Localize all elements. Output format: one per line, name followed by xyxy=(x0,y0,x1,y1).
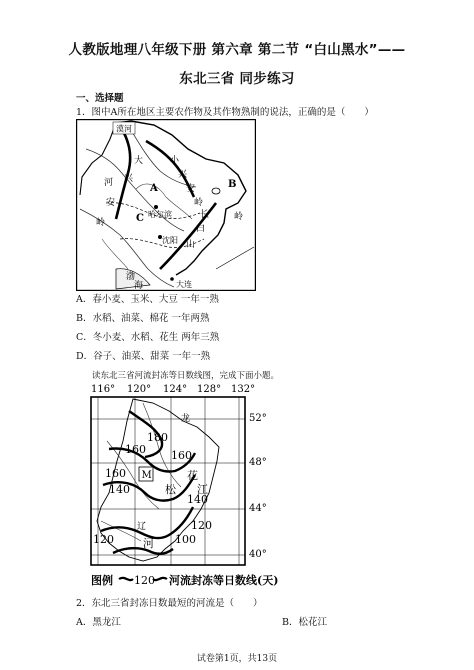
label-he: 河 xyxy=(104,178,114,188)
river-freeze-map xyxy=(83,381,283,589)
label-bohai: 渤 xyxy=(126,272,136,282)
lat-label-48: 48° xyxy=(249,457,267,468)
q2-option-a[interactable]: A．黑龙江 xyxy=(76,617,121,628)
label-dalian: 大连 xyxy=(176,280,192,289)
label-xing2: 兴 xyxy=(178,170,188,180)
label-harbin: 哈尔滨 xyxy=(148,210,172,219)
label-long: 龙 xyxy=(181,414,191,424)
label-mohe: 漠河 xyxy=(116,124,132,134)
map2-frame xyxy=(91,397,245,565)
lat-label-44: 44° xyxy=(249,503,267,514)
label-chang: 长 xyxy=(200,210,210,220)
label-ling: 岭 xyxy=(96,218,106,228)
legend-value: 120 xyxy=(134,574,155,587)
iso-label-100: 100 xyxy=(175,533,196,546)
label-liao: 辽 xyxy=(137,522,147,532)
city-dalian xyxy=(170,277,174,281)
map-frame xyxy=(77,120,256,291)
question-2-stem: 2．东北三省封冻日数最短的河流是（ ） xyxy=(76,598,263,609)
label-c: C xyxy=(136,213,144,224)
iso-label-180: 180 xyxy=(147,431,168,444)
label-hai: 海 xyxy=(134,281,144,291)
label-bai: 白 xyxy=(196,224,206,234)
iso-label-120-a: 120 xyxy=(191,519,212,532)
q1-option-d[interactable]: D．谷子、油菜、甜菜 一年一熟 xyxy=(76,351,211,362)
label-da: 大 xyxy=(134,156,144,166)
q2-option-b[interactable]: B．松花江 xyxy=(282,617,327,628)
q1-option-a[interactable]: A．春小麦、玉米、大豆 一年一熟 xyxy=(76,294,219,305)
question-2-intro: 读东北三省河流封冻等日数线图，完成下面小题。 xyxy=(92,371,280,381)
iso-label-120-b: 120 xyxy=(93,533,114,546)
lon-label-124: 124° xyxy=(163,384,188,395)
iso-label-160-b: 160 xyxy=(105,467,126,480)
lat-label-40: 40° xyxy=(249,549,267,560)
label-an: 安 xyxy=(106,198,116,208)
iso-label-140-b: 140 xyxy=(187,493,208,506)
lat-label-52: 52° xyxy=(249,413,267,424)
northeast-map xyxy=(76,119,256,291)
label-xiao: 小 xyxy=(170,156,180,166)
lon-label-116: 116° xyxy=(91,384,116,395)
label-ling3: 岭 xyxy=(234,212,244,222)
legend-line-left xyxy=(119,578,133,580)
legend-line-right xyxy=(153,578,167,580)
iso-label-160-c: 160 xyxy=(125,443,146,456)
iso-label-140-a: 140 xyxy=(109,483,130,496)
lon-label-128: 128° xyxy=(197,384,222,395)
label-shan: 山 xyxy=(186,240,196,250)
legend-label: 图例 xyxy=(91,574,113,587)
label-song: 松 xyxy=(165,483,176,496)
title-line-1: 人教版地理八年级下册 第六章 第二节 “白山黑水”—— xyxy=(68,42,406,58)
label-jiang: 江 xyxy=(197,483,208,496)
question-1-stem: 1．图中A所在地区主要农作物及其作物熟制的说法，正确的是（ ） xyxy=(76,107,374,118)
title-line-2: 东北三省 同步练习 xyxy=(179,71,295,87)
label-he2: 河 xyxy=(143,537,154,550)
lon-label-132: 132° xyxy=(231,384,256,395)
q1-option-c[interactable]: C．冬小麦、水稻、花生 两年三熟 xyxy=(76,332,220,343)
label-shenyang: 沈阳 xyxy=(162,236,178,245)
lon-label-120: 120° xyxy=(127,384,152,395)
q1-option-b[interactable]: B．水稻、油菜、棉花 一年两熟 xyxy=(76,313,210,324)
label-b: B xyxy=(228,179,237,190)
page-footer: 试卷第1页，共13页 xyxy=(196,654,278,664)
label-an2: 安 xyxy=(186,184,196,194)
label-hua: 花 xyxy=(187,469,198,482)
label-m: M xyxy=(141,470,152,481)
legend-text: 河流封冻等日数线(天) xyxy=(169,574,279,587)
label-xing: 兴 xyxy=(124,174,134,184)
iso-label-160-a: 160 xyxy=(171,449,192,462)
label-a: A xyxy=(150,183,158,194)
city-harbin xyxy=(154,205,158,209)
label-ling2: 岭 xyxy=(194,198,204,208)
section-heading: 一、选择题 xyxy=(76,93,124,104)
